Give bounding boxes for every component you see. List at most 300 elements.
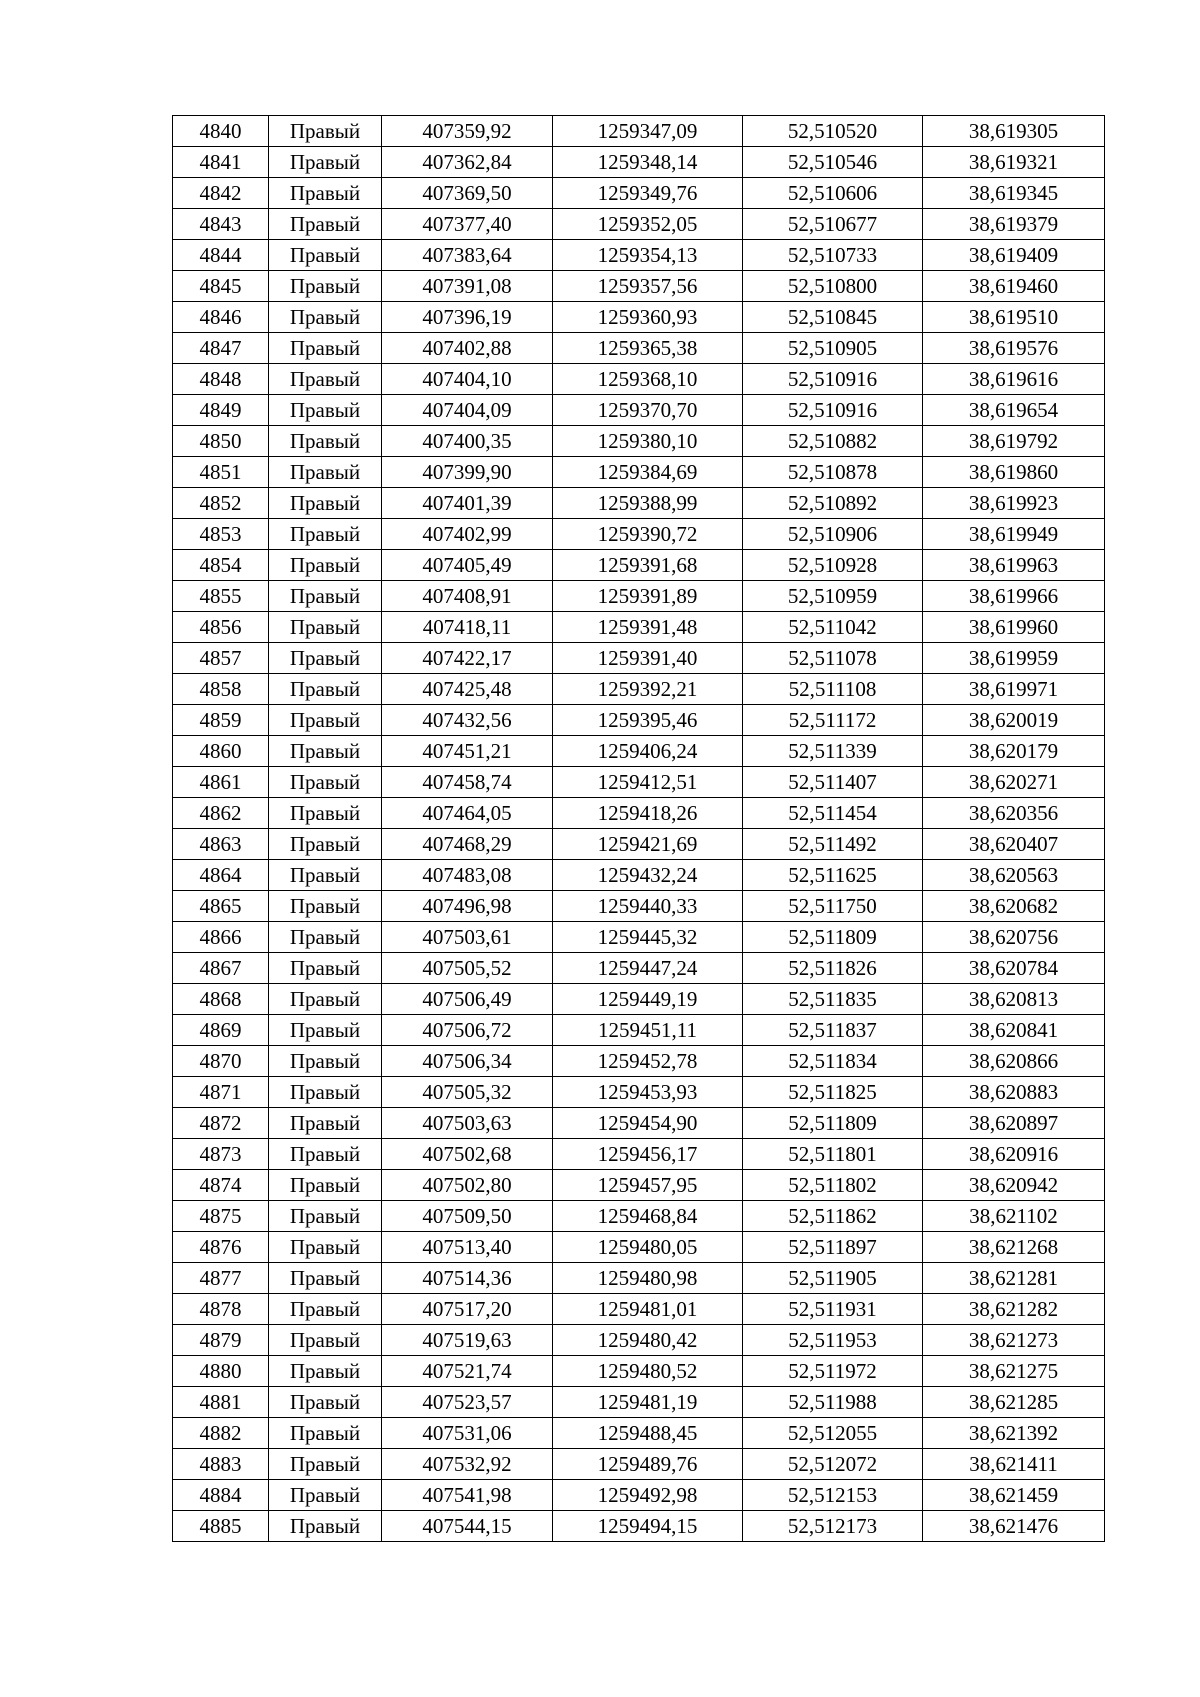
latitude-cell: 52,510892 [743, 488, 923, 519]
y-coordinate-cell: 1259384,69 [553, 457, 743, 488]
table-row [173, 798, 1105, 829]
y-coordinate-cell: 1259388,99 [553, 488, 743, 519]
latitude-cell: 52,511407 [743, 767, 923, 798]
y-coordinate-cell: 1259348,14 [553, 147, 743, 178]
table-row [173, 612, 1105, 643]
table-row [173, 1077, 1105, 1108]
longitude-cell: 38,619409 [923, 240, 1105, 271]
point-number-cell: 4866 [173, 922, 269, 953]
latitude-cell: 52,511826 [743, 953, 923, 984]
y-coordinate-cell: 1259357,56 [553, 271, 743, 302]
point-number-cell: 4849 [173, 395, 269, 426]
y-coordinate-cell: 1259391,48 [553, 612, 743, 643]
longitude-cell: 38,619923 [923, 488, 1105, 519]
latitude-cell: 52,510928 [743, 550, 923, 581]
table-row [173, 1232, 1105, 1263]
point-number-cell: 4862 [173, 798, 269, 829]
point-number-cell: 4864 [173, 860, 269, 891]
x-coordinate-cell: 407544,15 [382, 1511, 553, 1542]
x-coordinate-cell: 407523,57 [382, 1387, 553, 1418]
longitude-cell: 38,620916 [923, 1139, 1105, 1170]
x-coordinate-cell: 407505,32 [382, 1077, 553, 1108]
longitude-cell: 38,620756 [923, 922, 1105, 953]
x-coordinate-cell: 407519,63 [382, 1325, 553, 1356]
table-row [173, 395, 1105, 426]
point-number-cell: 4857 [173, 643, 269, 674]
table-row [173, 705, 1105, 736]
y-coordinate-cell: 1259456,17 [553, 1139, 743, 1170]
side-cell: Правый [269, 178, 382, 209]
latitude-cell: 52,510845 [743, 302, 923, 333]
latitude-cell: 52,511801 [743, 1139, 923, 1170]
longitude-cell: 38,621268 [923, 1232, 1105, 1263]
point-number-cell: 4878 [173, 1294, 269, 1325]
y-coordinate-cell: 1259406,24 [553, 736, 743, 767]
y-coordinate-cell: 1259432,24 [553, 860, 743, 891]
table-row [173, 1387, 1105, 1418]
longitude-cell: 38,619345 [923, 178, 1105, 209]
side-cell: Правый [269, 1418, 382, 1449]
x-coordinate-cell: 407432,56 [382, 705, 553, 736]
y-coordinate-cell: 1259488,45 [553, 1418, 743, 1449]
latitude-cell: 52,510800 [743, 271, 923, 302]
table-row [173, 302, 1105, 333]
latitude-cell: 52,511750 [743, 891, 923, 922]
y-coordinate-cell: 1259347,09 [553, 116, 743, 147]
longitude-cell: 38,620179 [923, 736, 1105, 767]
longitude-cell: 38,619321 [923, 147, 1105, 178]
table-row [173, 1480, 1105, 1511]
y-coordinate-cell: 1259412,51 [553, 767, 743, 798]
y-coordinate-cell: 1259380,10 [553, 426, 743, 457]
point-number-cell: 4872 [173, 1108, 269, 1139]
point-number-cell: 4880 [173, 1356, 269, 1387]
side-cell: Правый [269, 705, 382, 736]
table-row [173, 240, 1105, 271]
side-cell: Правый [269, 1387, 382, 1418]
x-coordinate-cell: 407506,49 [382, 984, 553, 1015]
side-cell: Правый [269, 643, 382, 674]
table-row [173, 1449, 1105, 1480]
point-number-cell: 4847 [173, 333, 269, 364]
x-coordinate-cell: 407401,39 [382, 488, 553, 519]
side-cell: Правый [269, 488, 382, 519]
y-coordinate-cell: 1259492,98 [553, 1480, 743, 1511]
point-number-cell: 4876 [173, 1232, 269, 1263]
x-coordinate-cell: 407505,52 [382, 953, 553, 984]
longitude-cell: 38,621411 [923, 1449, 1105, 1480]
latitude-cell: 52,510677 [743, 209, 923, 240]
x-coordinate-cell: 407422,17 [382, 643, 553, 674]
table-row [173, 1294, 1105, 1325]
y-coordinate-cell: 1259391,89 [553, 581, 743, 612]
side-cell: Правый [269, 1139, 382, 1170]
x-coordinate-cell: 407502,80 [382, 1170, 553, 1201]
longitude-cell: 38,619379 [923, 209, 1105, 240]
latitude-cell: 52,510905 [743, 333, 923, 364]
x-coordinate-cell: 407402,99 [382, 519, 553, 550]
longitude-cell: 38,619510 [923, 302, 1105, 333]
longitude-cell: 38,620897 [923, 1108, 1105, 1139]
x-coordinate-cell: 407404,10 [382, 364, 553, 395]
side-cell: Правый [269, 1480, 382, 1511]
point-number-cell: 4855 [173, 581, 269, 612]
y-coordinate-cell: 1259368,10 [553, 364, 743, 395]
side-cell: Правый [269, 581, 382, 612]
side-cell: Правый [269, 1449, 382, 1480]
y-coordinate-cell: 1259390,72 [553, 519, 743, 550]
longitude-cell: 38,619654 [923, 395, 1105, 426]
point-number-cell: 4879 [173, 1325, 269, 1356]
latitude-cell: 52,511897 [743, 1232, 923, 1263]
longitude-cell: 38,620271 [923, 767, 1105, 798]
latitude-cell: 52,510959 [743, 581, 923, 612]
latitude-cell: 52,510606 [743, 178, 923, 209]
x-coordinate-cell: 407391,08 [382, 271, 553, 302]
table-row [173, 178, 1105, 209]
point-number-cell: 4856 [173, 612, 269, 643]
x-coordinate-cell: 407377,40 [382, 209, 553, 240]
latitude-cell: 52,511862 [743, 1201, 923, 1232]
x-coordinate-cell: 407400,35 [382, 426, 553, 457]
side-cell: Правый [269, 426, 382, 457]
table-row [173, 271, 1105, 302]
point-number-cell: 4867 [173, 953, 269, 984]
x-coordinate-cell: 407383,64 [382, 240, 553, 271]
y-coordinate-cell: 1259354,13 [553, 240, 743, 271]
latitude-cell: 52,511988 [743, 1387, 923, 1418]
latitude-cell: 52,511972 [743, 1356, 923, 1387]
table-row [173, 116, 1105, 147]
latitude-cell: 52,511078 [743, 643, 923, 674]
side-cell: Правый [269, 1263, 382, 1294]
latitude-cell: 52,511454 [743, 798, 923, 829]
point-number-cell: 4850 [173, 426, 269, 457]
point-number-cell: 4853 [173, 519, 269, 550]
point-number-cell: 4845 [173, 271, 269, 302]
latitude-cell: 52,512055 [743, 1418, 923, 1449]
y-coordinate-cell: 1259449,19 [553, 984, 743, 1015]
latitude-cell: 52,510906 [743, 519, 923, 550]
table-row [173, 643, 1105, 674]
side-cell: Правый [269, 116, 382, 147]
longitude-cell: 38,619959 [923, 643, 1105, 674]
table-row [173, 1263, 1105, 1294]
table-row [173, 922, 1105, 953]
point-number-cell: 4854 [173, 550, 269, 581]
side-cell: Правый [269, 1201, 382, 1232]
latitude-cell: 52,510916 [743, 395, 923, 426]
longitude-cell: 38,621102 [923, 1201, 1105, 1232]
point-number-cell: 4882 [173, 1418, 269, 1449]
table-row [173, 1325, 1105, 1356]
point-number-cell: 4858 [173, 674, 269, 705]
table-row [173, 1356, 1105, 1387]
x-coordinate-cell: 407503,63 [382, 1108, 553, 1139]
longitude-cell: 38,620407 [923, 829, 1105, 860]
side-cell: Правый [269, 1325, 382, 1356]
point-number-cell: 4846 [173, 302, 269, 333]
side-cell: Правый [269, 612, 382, 643]
table-row [173, 1418, 1105, 1449]
x-coordinate-cell: 407531,06 [382, 1418, 553, 1449]
x-coordinate-cell: 407496,98 [382, 891, 553, 922]
table-row [173, 581, 1105, 612]
point-number-cell: 4885 [173, 1511, 269, 1542]
y-coordinate-cell: 1259481,19 [553, 1387, 743, 1418]
table-row [173, 1170, 1105, 1201]
latitude-cell: 52,510916 [743, 364, 923, 395]
point-number-cell: 4884 [173, 1480, 269, 1511]
table-row [173, 674, 1105, 705]
longitude-cell: 38,619792 [923, 426, 1105, 457]
table-row [173, 953, 1105, 984]
y-coordinate-cell: 1259481,01 [553, 1294, 743, 1325]
side-cell: Правый [269, 364, 382, 395]
longitude-cell: 38,620866 [923, 1046, 1105, 1077]
x-coordinate-cell: 407506,34 [382, 1046, 553, 1077]
y-coordinate-cell: 1259440,33 [553, 891, 743, 922]
latitude-cell: 52,512173 [743, 1511, 923, 1542]
table-row [173, 519, 1105, 550]
latitude-cell: 52,511172 [743, 705, 923, 736]
longitude-cell: 38,621476 [923, 1511, 1105, 1542]
coordinates-table [172, 115, 1105, 1542]
latitude-cell: 52,512072 [743, 1449, 923, 1480]
table-row [173, 1015, 1105, 1046]
point-number-cell: 4870 [173, 1046, 269, 1077]
side-cell: Правый [269, 953, 382, 984]
side-cell: Правый [269, 271, 382, 302]
y-coordinate-cell: 1259360,93 [553, 302, 743, 333]
point-number-cell: 4869 [173, 1015, 269, 1046]
y-coordinate-cell: 1259391,40 [553, 643, 743, 674]
longitude-cell: 38,619860 [923, 457, 1105, 488]
side-cell: Правый [269, 1046, 382, 1077]
longitude-cell: 38,619960 [923, 612, 1105, 643]
y-coordinate-cell: 1259392,21 [553, 674, 743, 705]
y-coordinate-cell: 1259457,95 [553, 1170, 743, 1201]
x-coordinate-cell: 407408,91 [382, 581, 553, 612]
longitude-cell: 38,621285 [923, 1387, 1105, 1418]
latitude-cell: 52,511625 [743, 860, 923, 891]
side-cell: Правый [269, 1170, 382, 1201]
table-row [173, 209, 1105, 240]
point-number-cell: 4883 [173, 1449, 269, 1480]
table-row [173, 147, 1105, 178]
x-coordinate-cell: 407532,92 [382, 1449, 553, 1480]
x-coordinate-cell: 407483,08 [382, 860, 553, 891]
x-coordinate-cell: 407402,88 [382, 333, 553, 364]
side-cell: Правый [269, 550, 382, 581]
latitude-cell: 52,510878 [743, 457, 923, 488]
y-coordinate-cell: 1259365,38 [553, 333, 743, 364]
x-coordinate-cell: 407451,21 [382, 736, 553, 767]
side-cell: Правый [269, 891, 382, 922]
x-coordinate-cell: 407464,05 [382, 798, 553, 829]
table-row [173, 457, 1105, 488]
longitude-cell: 38,619963 [923, 550, 1105, 581]
table-row [173, 426, 1105, 457]
x-coordinate-cell: 407425,48 [382, 674, 553, 705]
longitude-cell: 38,620682 [923, 891, 1105, 922]
longitude-cell: 38,620019 [923, 705, 1105, 736]
latitude-cell: 52,511108 [743, 674, 923, 705]
y-coordinate-cell: 1259447,24 [553, 953, 743, 984]
side-cell: Правый [269, 519, 382, 550]
y-coordinate-cell: 1259452,78 [553, 1046, 743, 1077]
x-coordinate-cell: 407503,61 [382, 922, 553, 953]
longitude-cell: 38,621282 [923, 1294, 1105, 1325]
latitude-cell: 52,511905 [743, 1263, 923, 1294]
point-number-cell: 4871 [173, 1077, 269, 1108]
latitude-cell: 52,511339 [743, 736, 923, 767]
table-row [173, 550, 1105, 581]
table-row [173, 333, 1105, 364]
longitude-cell: 38,619576 [923, 333, 1105, 364]
y-coordinate-cell: 1259421,69 [553, 829, 743, 860]
latitude-cell: 52,511834 [743, 1046, 923, 1077]
longitude-cell: 38,620813 [923, 984, 1105, 1015]
latitude-cell: 52,511835 [743, 984, 923, 1015]
table-row [173, 1046, 1105, 1077]
latitude-cell: 52,511492 [743, 829, 923, 860]
point-number-cell: 4842 [173, 178, 269, 209]
side-cell: Правый [269, 457, 382, 488]
latitude-cell: 52,510733 [743, 240, 923, 271]
x-coordinate-cell: 407513,40 [382, 1232, 553, 1263]
table-row [173, 1139, 1105, 1170]
side-cell: Правый [269, 922, 382, 953]
point-number-cell: 4868 [173, 984, 269, 1015]
side-cell: Правый [269, 1015, 382, 1046]
side-cell: Правый [269, 1356, 382, 1387]
latitude-cell: 52,511809 [743, 922, 923, 953]
side-cell: Правый [269, 674, 382, 705]
x-coordinate-cell: 407362,84 [382, 147, 553, 178]
point-number-cell: 4877 [173, 1263, 269, 1294]
side-cell: Правый [269, 1108, 382, 1139]
side-cell: Правый [269, 1077, 382, 1108]
x-coordinate-cell: 407396,19 [382, 302, 553, 333]
side-cell: Правый [269, 240, 382, 271]
side-cell: Правый [269, 829, 382, 860]
y-coordinate-cell: 1259395,46 [553, 705, 743, 736]
x-coordinate-cell: 407458,74 [382, 767, 553, 798]
table-row [173, 1108, 1105, 1139]
y-coordinate-cell: 1259480,52 [553, 1356, 743, 1387]
side-cell: Правый [269, 1294, 382, 1325]
x-coordinate-cell: 407404,09 [382, 395, 553, 426]
x-coordinate-cell: 407468,29 [382, 829, 553, 860]
longitude-cell: 38,621392 [923, 1418, 1105, 1449]
y-coordinate-cell: 1259494,15 [553, 1511, 743, 1542]
side-cell: Правый [269, 1232, 382, 1263]
latitude-cell: 52,511953 [743, 1325, 923, 1356]
x-coordinate-cell: 407521,74 [382, 1356, 553, 1387]
y-coordinate-cell: 1259391,68 [553, 550, 743, 581]
longitude-cell: 38,621459 [923, 1480, 1105, 1511]
latitude-cell: 52,510546 [743, 147, 923, 178]
point-number-cell: 4861 [173, 767, 269, 798]
side-cell: Правый [269, 767, 382, 798]
latitude-cell: 52,511809 [743, 1108, 923, 1139]
longitude-cell: 38,619949 [923, 519, 1105, 550]
latitude-cell: 52,511837 [743, 1015, 923, 1046]
side-cell: Правый [269, 860, 382, 891]
point-number-cell: 4840 [173, 116, 269, 147]
longitude-cell: 38,621281 [923, 1263, 1105, 1294]
y-coordinate-cell: 1259370,70 [553, 395, 743, 426]
y-coordinate-cell: 1259453,93 [553, 1077, 743, 1108]
side-cell: Правый [269, 302, 382, 333]
longitude-cell: 38,621273 [923, 1325, 1105, 1356]
x-coordinate-cell: 407509,50 [382, 1201, 553, 1232]
y-coordinate-cell: 1259352,05 [553, 209, 743, 240]
point-number-cell: 4848 [173, 364, 269, 395]
table-row [173, 984, 1105, 1015]
y-coordinate-cell: 1259445,32 [553, 922, 743, 953]
table-row [173, 1511, 1105, 1542]
longitude-cell: 38,620883 [923, 1077, 1105, 1108]
latitude-cell: 52,510520 [743, 116, 923, 147]
table-row [173, 1201, 1105, 1232]
y-coordinate-cell: 1259451,11 [553, 1015, 743, 1046]
x-coordinate-cell: 407405,49 [382, 550, 553, 581]
x-coordinate-cell: 407399,90 [382, 457, 553, 488]
point-number-cell: 4841 [173, 147, 269, 178]
longitude-cell: 38,619460 [923, 271, 1105, 302]
side-cell: Правый [269, 1511, 382, 1542]
point-number-cell: 4873 [173, 1139, 269, 1170]
longitude-cell: 38,620356 [923, 798, 1105, 829]
y-coordinate-cell: 1259480,98 [553, 1263, 743, 1294]
longitude-cell: 38,621275 [923, 1356, 1105, 1387]
side-cell: Правый [269, 333, 382, 364]
table-row [173, 736, 1105, 767]
x-coordinate-cell: 407502,68 [382, 1139, 553, 1170]
side-cell: Правый [269, 798, 382, 829]
latitude-cell: 52,511042 [743, 612, 923, 643]
y-coordinate-cell: 1259489,76 [553, 1449, 743, 1480]
point-number-cell: 4843 [173, 209, 269, 240]
table-row [173, 767, 1105, 798]
table-row [173, 829, 1105, 860]
longitude-cell: 38,620841 [923, 1015, 1105, 1046]
y-coordinate-cell: 1259480,05 [553, 1232, 743, 1263]
x-coordinate-cell: 407506,72 [382, 1015, 553, 1046]
side-cell: Правый [269, 395, 382, 426]
coordinates-table-body [173, 116, 1105, 1542]
latitude-cell: 52,510882 [743, 426, 923, 457]
side-cell: Правый [269, 147, 382, 178]
point-number-cell: 4875 [173, 1201, 269, 1232]
point-number-cell: 4859 [173, 705, 269, 736]
x-coordinate-cell: 407541,98 [382, 1480, 553, 1511]
point-number-cell: 4844 [173, 240, 269, 271]
y-coordinate-cell: 1259454,90 [553, 1108, 743, 1139]
table-row [173, 488, 1105, 519]
longitude-cell: 38,620942 [923, 1170, 1105, 1201]
point-number-cell: 4860 [173, 736, 269, 767]
y-coordinate-cell: 1259418,26 [553, 798, 743, 829]
y-coordinate-cell: 1259468,84 [553, 1201, 743, 1232]
x-coordinate-cell: 407514,36 [382, 1263, 553, 1294]
point-number-cell: 4863 [173, 829, 269, 860]
longitude-cell: 38,620784 [923, 953, 1105, 984]
point-number-cell: 4865 [173, 891, 269, 922]
table-row [173, 364, 1105, 395]
